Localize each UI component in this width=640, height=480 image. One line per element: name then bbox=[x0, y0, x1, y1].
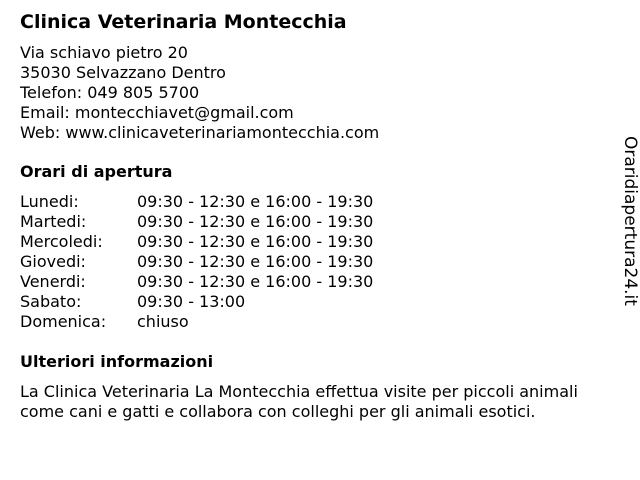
hours-table bbox=[20, 192, 600, 332]
hours-time: chiuso bbox=[137, 312, 189, 331]
hours-time: 09:30 - 12:30 e 16:00 - 19:30 bbox=[137, 232, 374, 251]
site-watermark: Oraridiapertura24.it bbox=[620, 136, 640, 306]
hours-row-giovedi bbox=[20, 252, 600, 272]
hours-time: 09:30 - 12:30 e 16:00 - 19:30 bbox=[137, 192, 374, 211]
clinic-address: Via schiavo pietro 20 bbox=[20, 43, 188, 62]
hours-heading: Orari di apertura bbox=[20, 162, 173, 181]
hours-time: 09:30 - 13:00 bbox=[137, 292, 246, 311]
info-description: La Clinica Veterinaria La Montecchia effettua visite per piccoli animali come cani e gatti e collabora con colleghi per gli animali esotici. bbox=[20, 382, 578, 421]
clinic-phone: Telefon: 049 805 5700 bbox=[20, 83, 200, 102]
hours-time: 09:30 - 12:30 e 16:00 - 19:30 bbox=[137, 212, 374, 231]
clinic-web: Web: www.clinicaveterinariamontecchia.com bbox=[20, 123, 380, 142]
hours-row-venerdi bbox=[20, 272, 600, 292]
hours-time: 09:30 - 12:30 e 16:00 - 19:30 bbox=[137, 272, 374, 291]
info-heading: Ulteriori informazioni bbox=[20, 352, 214, 371]
hours-time: 09:30 - 12:30 e 16:00 - 19:30 bbox=[137, 252, 374, 271]
hours-row-lunedi bbox=[20, 192, 600, 212]
clinic-name: Clinica Veterinaria Montecchia bbox=[20, 11, 347, 33]
hours-row-martedi bbox=[20, 212, 600, 232]
hours-day: Mercoledi: bbox=[20, 232, 103, 251]
clinic-card bbox=[20, 10, 600, 422]
hours-day: Venerdi: bbox=[20, 272, 86, 291]
hours-row-domenica bbox=[20, 312, 600, 332]
hours-day: Domenica: bbox=[20, 312, 107, 331]
hours-day: Lunedi: bbox=[20, 192, 79, 211]
hours-row-sabato bbox=[20, 292, 600, 312]
clinic-city: 35030 Selvazzano Dentro bbox=[20, 63, 226, 82]
hours-row-mercoledi bbox=[20, 232, 600, 252]
hours-day: Giovedi: bbox=[20, 252, 86, 271]
hours-day: Martedi: bbox=[20, 212, 87, 231]
clinic-email: Email: montecchiavet@gmail.com bbox=[20, 103, 294, 122]
hours-day: Sabato: bbox=[20, 292, 82, 311]
